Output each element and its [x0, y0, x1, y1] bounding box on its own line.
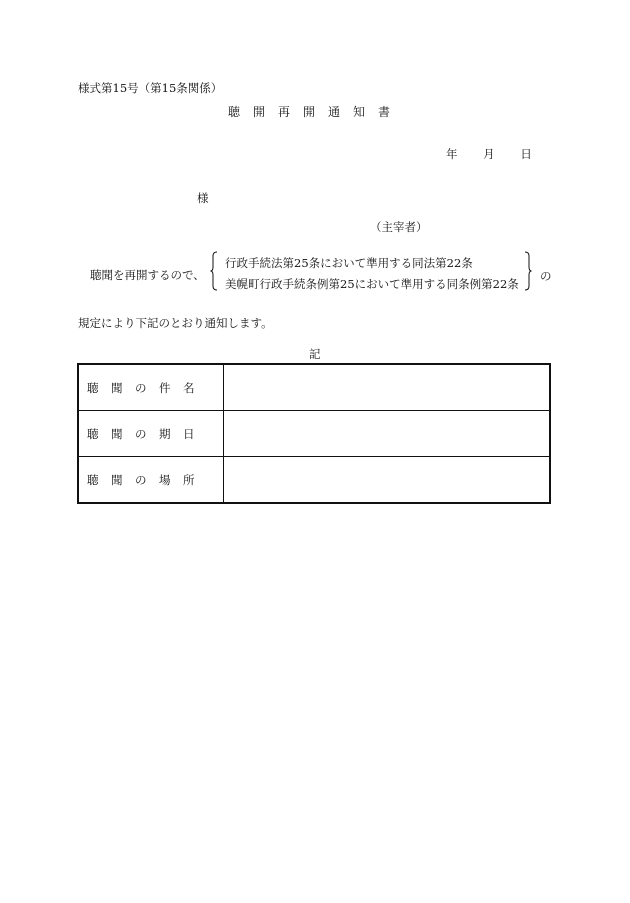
row-label-place: 聴聞の場所: [78, 457, 224, 504]
date-line: [446, 146, 532, 162]
date-year-label: 年: [446, 147, 458, 161]
body-continuation: 規定により下記のとおり通知します。: [78, 316, 273, 330]
form-number: 様式第15号（第15条関係）: [78, 81, 223, 95]
ki-heading: 記: [309, 347, 321, 361]
body-intro: 聴聞を再開するので、: [90, 268, 205, 282]
organizer-label: （主宰者）: [370, 220, 428, 234]
hearing-details-table: [77, 363, 551, 504]
body-particle: の: [540, 269, 552, 283]
law-reference-1: 行政手続法第25条において準用する同法第22条: [225, 256, 473, 270]
law-reference-2: 美幌町行政手続条例第25において準用する同条例第22条: [225, 277, 519, 291]
table-row: [78, 411, 550, 457]
left-brace-bracket: [210, 251, 218, 291]
date-day-label: 日: [520, 147, 532, 161]
row-label-date: 聴聞の期日: [78, 411, 224, 457]
document-title: 聴開再開通知書: [228, 105, 404, 119]
right-brace-bracket: [524, 251, 532, 291]
row-value-place: [224, 457, 551, 504]
row-value-subject: [224, 364, 551, 411]
table-row: [78, 364, 550, 411]
row-value-date: [224, 411, 551, 457]
addressee-honorific: 様: [197, 191, 209, 205]
row-label-subject: 聴聞の件名: [78, 364, 224, 411]
date-month-label: 月: [483, 147, 495, 161]
table-row: [78, 457, 550, 504]
